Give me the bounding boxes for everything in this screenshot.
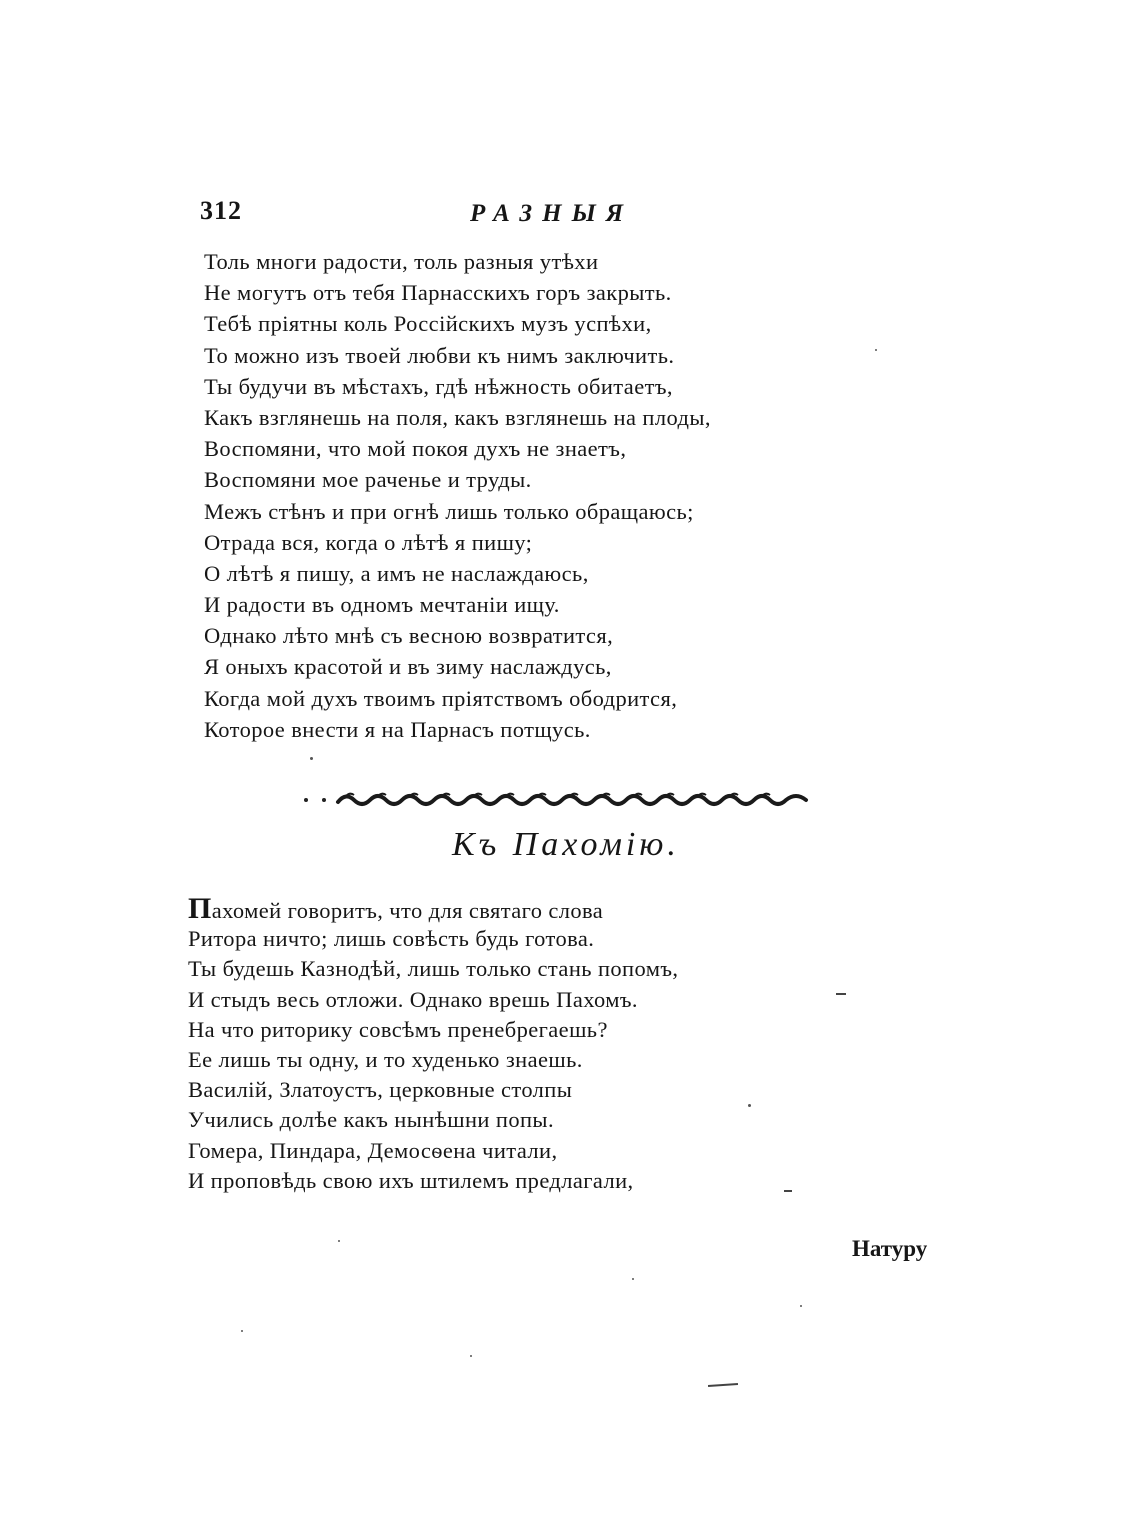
paper-speck <box>338 1240 340 1242</box>
epigram-line: На что риторику совсѣмъ пренебрегаешь? <box>188 1016 608 1042</box>
epigram-line: И проповѣдь свою ихъ штилемъ предлагали, <box>188 1167 634 1193</box>
poem-line: Межъ стѣнъ и при огнѣ лишь только обращаюсь; <box>204 498 694 524</box>
poem-line: Которое внести я на Парнасъ потщусь. <box>204 716 591 742</box>
ornamental-divider <box>300 788 812 812</box>
paper-speck <box>310 757 313 760</box>
epigram-line: Гомера, Пиндара, Демосѳена читали, <box>188 1137 558 1163</box>
paper-speck <box>241 1330 243 1332</box>
stray-mark <box>708 1383 738 1387</box>
epigram-line: Учились долѣе какъ нынѣшни попы. <box>188 1107 554 1133</box>
paper-speck <box>875 349 877 351</box>
paper-speck <box>632 1278 634 1280</box>
epigram-line <box>188 894 808 924</box>
running-head: РАЗНЫЯ <box>470 200 634 227</box>
poem-line: Отрада вся, когда о лѣтѣ я пишу; <box>204 529 533 555</box>
poem-line: Воспомяни, что мой покоя духъ не знаетъ, <box>204 436 627 462</box>
epigram-line: Василій, Златоустъ, церковные столпы <box>188 1077 573 1103</box>
paper-speck <box>800 1305 802 1307</box>
poem-line: Не могутъ отъ тебя Парнасскихъ горъ закрыть. <box>204 280 672 306</box>
poem-line: О лѣтѣ я пишу, а имъ не наслаждаюсь, <box>204 560 589 586</box>
stray-mark <box>784 1190 792 1192</box>
epigram-line-text: ахомей говоритъ, что для святаго слова <box>211 898 604 923</box>
poem-line: Воспомяни мое раченье и труды. <box>204 467 532 493</box>
poem-line: Я оныхъ красотой и въ зиму наслаждусь, <box>204 654 612 680</box>
poem-line: Ты будучи въ мѣстахъ, гдѣ нѣжность обитаетъ, <box>204 373 673 399</box>
stray-mark <box>836 993 846 995</box>
catchword: Натуру <box>852 1236 928 1261</box>
epigram <box>188 894 808 1196</box>
drop-cap: П <box>188 892 212 925</box>
poem <box>204 246 844 745</box>
poem-line: И радости въ одномъ мечтаніи ищу. <box>204 592 560 618</box>
poem-line: Тебѣ пріятны коль Россійскихъ музъ успѣхи, <box>204 311 652 337</box>
poem-line: Толь многи радости, толь разныя утѣхи <box>204 249 599 274</box>
paper-speck <box>470 1355 472 1357</box>
poem-line: То можно изъ твоей любви къ нимъ заключить. <box>204 342 675 368</box>
epigram-line: Ритора ничто; лишь совѣсть будь готова. <box>188 926 595 952</box>
paper-speck <box>748 1104 751 1107</box>
section-title: Къ Пахомію. <box>452 826 680 863</box>
epigram-line: И стыдъ весь отложи. Однако врешь Пахомъ. <box>188 986 638 1012</box>
poem-line: Какъ взглянешь на поля, какъ взглянешь на плоды, <box>204 404 711 430</box>
poem-line: Когда мой духъ твоимъ пріятствомъ ободрится, <box>204 685 678 711</box>
epigram-line: Ее лишь ты одну, и то худенько знаешь. <box>188 1046 583 1072</box>
epigram-line: Ты будешь Казнодѣй, лишь только стань попомъ, <box>188 956 679 982</box>
poem-line: Однако лѣто мнѣ съ весною возвратится, <box>204 623 614 649</box>
page-number: 312 <box>200 196 242 225</box>
